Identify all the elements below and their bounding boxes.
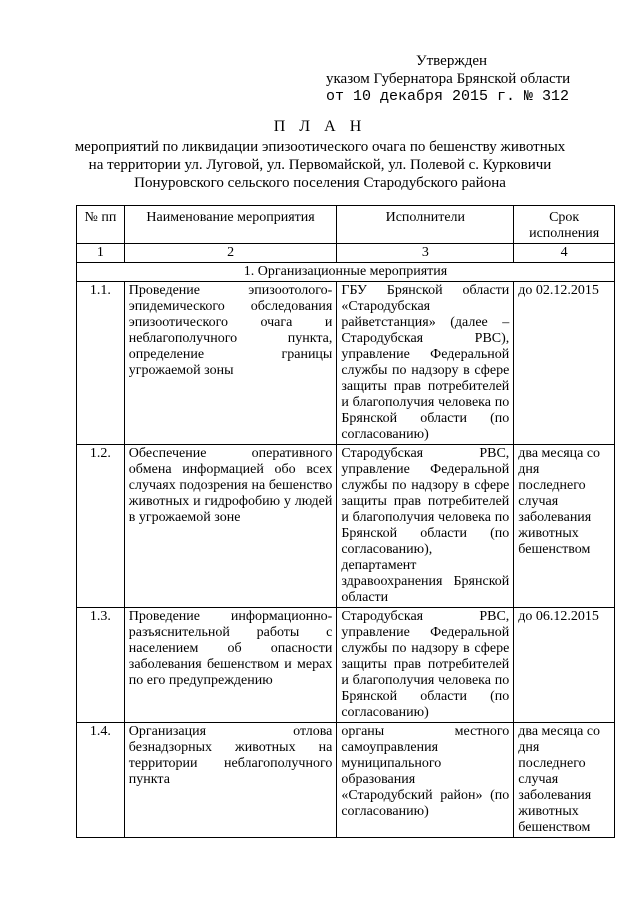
row-deadline: два месяца со дня последнего случая заболевания животных бешенством (514, 723, 615, 838)
title-line-2: на территории ул. Луговой, ул. Первомайской, ул. Полевой с. Курковичи (88, 157, 552, 173)
title-line-1: мероприятий по ликвидации эпизоотического очага по бешенству животных (74, 139, 566, 155)
row-number: 1.3. (77, 608, 125, 723)
row-deadline: до 02.12.2015 (514, 282, 615, 445)
approval-block (326, 52, 570, 106)
approval-line-2: указом Губернатора Брянской области (326, 71, 571, 87)
header-name: Наименование мероприятия (124, 206, 337, 244)
row-executors: органы местного самоуправления муниципального образования «Стародубский район» (по согласованию) (337, 723, 514, 838)
row-number: 1.2. (77, 445, 125, 608)
row-deadline: два месяца со дня последнего случая заболевания животных бешенством (514, 445, 615, 608)
document-title (0, 118, 640, 192)
column-index: 3 (337, 244, 514, 263)
table-row (77, 282, 615, 445)
header-number: № пп (77, 206, 125, 244)
row-name: Обеспечение оперативного обмена информацией обо всех случаях подозрения на бешенство животных и гидрофобию у людей в угрожаемой зоне (124, 445, 337, 608)
row-executors: ГБУ Брянской области «Стародубская райветстанция» (далее – Стародубская РВС), управление Федеральной службы по надзору в сфере защиты прав потребителей и благополучия человека по Брянской области (по согласованию) (337, 282, 514, 445)
row-number: 1.4. (77, 723, 125, 838)
measures-table (76, 205, 615, 838)
table-row (77, 445, 615, 608)
column-index: 2 (124, 244, 337, 263)
header-deadline: Срок исполнения (514, 206, 615, 244)
column-index: 1 (77, 244, 125, 263)
row-deadline: до 06.12.2015 (514, 608, 615, 723)
table-row (77, 608, 615, 723)
row-name: Проведение информационно-разъяснительной работы с населением об опасности заболевания бешенством и мерах по его предупреждению (124, 608, 337, 723)
row-name: Проведение эпизоотолого-эпидемического обследования эпизоотического очага и неблагополучного пункта, определение границы угрожаемой зоны (124, 282, 337, 445)
title-heading: П Л А Н (273, 118, 367, 135)
header-executors: Исполнители (337, 206, 514, 244)
section-row (77, 263, 615, 282)
table-row (77, 723, 615, 838)
approval-line-1: Утвержден (416, 53, 488, 69)
row-executors: Стародубская РВС, управление Федеральной службы по надзору в сфере защиты прав потребителей и благополучия человека по Брянской области (по согласованию), департамент здравоохранения Брянской области (337, 445, 514, 608)
section-title: 1. Организационные мероприятия (77, 263, 615, 282)
title-line-3: Понуровского сельского поселения Стародубского района (134, 175, 506, 191)
row-executors: Стародубская РВС, управление Федеральной службы по надзору в сфере защиты прав потребителей и благополучия человека по Брянской области (по согласованию) (337, 608, 514, 723)
table-header-row (77, 206, 615, 244)
column-index: 4 (514, 244, 615, 263)
row-number: 1.1. (77, 282, 125, 445)
column-index-row (77, 244, 615, 263)
row-name: Организация отлова безнадзорных животных на территории неблагополучного пункта (124, 723, 337, 838)
approval-line-3: от 10 декабря 2015 г. № 312 (326, 88, 570, 105)
